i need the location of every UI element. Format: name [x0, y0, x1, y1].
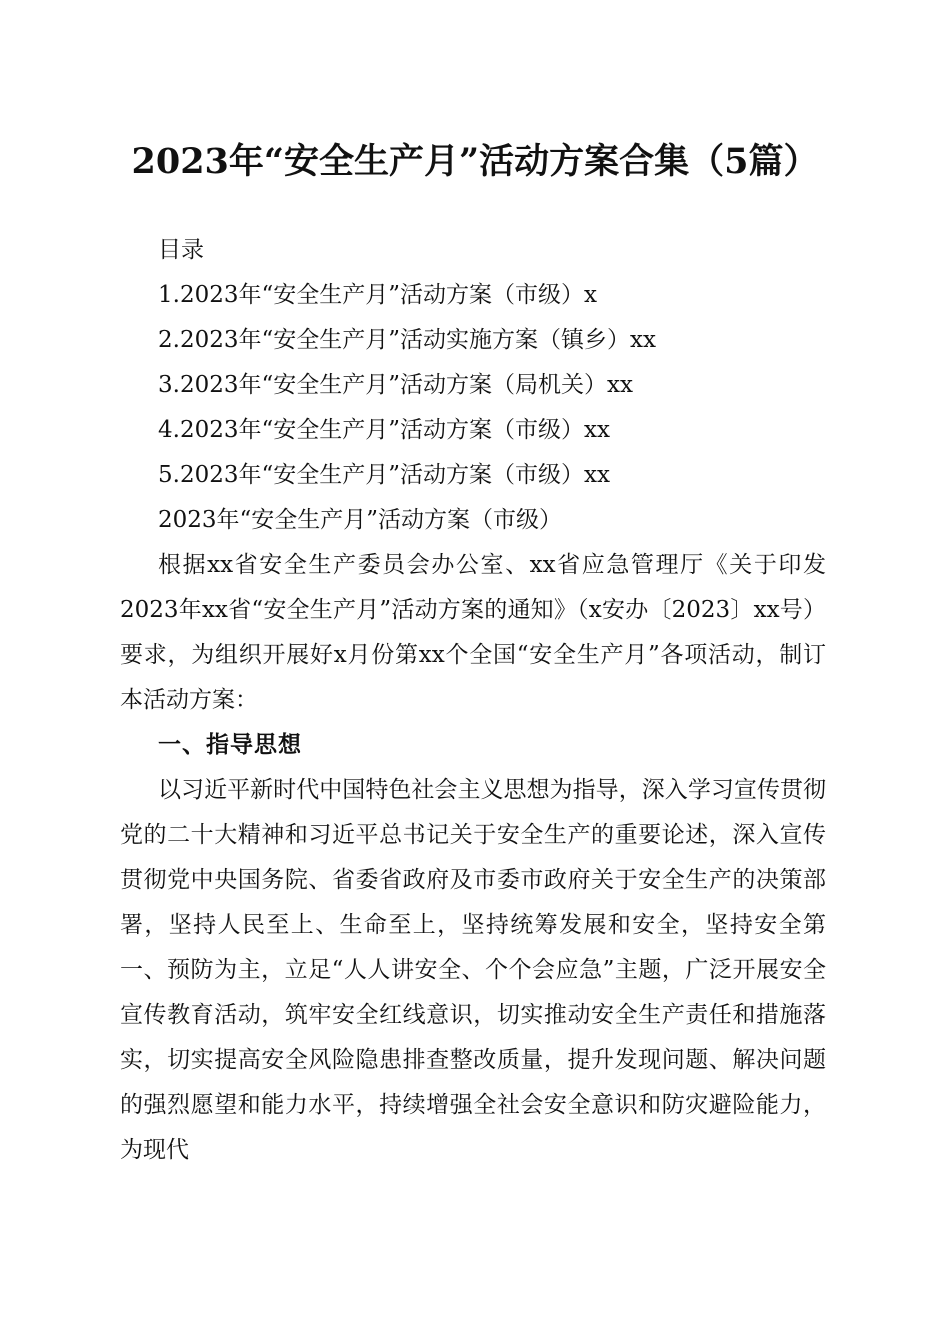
section-heading: 一、指导思想: [158, 732, 302, 758]
toc-item: 1.2023年“安全生产月”活动方案（市级）x: [158, 282, 597, 308]
toc-item: 5.2023年“安全生产月”活动方案（市级）xx: [158, 462, 610, 488]
toc-item: 4.2023年“安全生产月”活动方案（市级）xx: [158, 417, 610, 443]
intro-paragraph: 根据xx省安全生产委员会办公室、xx省应急管理厅《关于印发2023年xx省“安全生产月”活动方案的通知》（x安办〔2023〕xx号）要求，为组织开展好x月份第xx个全国“安全生产月”各项活动，制订本活动方案：: [120, 552, 826, 713]
toc-item: 3.2023年“安全生产月”活动方案（局机关）xx: [158, 372, 633, 398]
section-title: 2023年“安全生产月”活动方案（市级）: [158, 507, 563, 533]
toc-label: 目录: [158, 237, 204, 263]
toc-item: 2.2023年“安全生产月”活动实施方案（镇乡）xx: [158, 327, 656, 353]
guiding-ideology-paragraph: 以习近平新时代中国特色社会主义思想为指导，深入学习宣传贯彻党的二十大精神和习近平总书记关于安全生产的重要论述，深入宣传贯彻党中央国务院、省委省政府及市委市政府关于安全生产的决策部署，坚持人民至上、生命至上，坚持统筹发展和安全，坚持安全第一、预防为主，立足“人人讲安全、个个会应急”主题，广泛开展安全宣传教育活动，筑牢安全红线意识，切实推动安全生产责任和措施落实，切实提高安全风险隐患排查整改质量，提升发现问题、解决问题的强烈愿望和能力水平，持续增强全社会安全意识和防灾避险能力，为现代: [120, 777, 826, 1163]
document-body: [120, 228, 826, 1173]
document-title: 2023年“安全生产月”活动方案合集（5篇）: [131, 141, 819, 182]
